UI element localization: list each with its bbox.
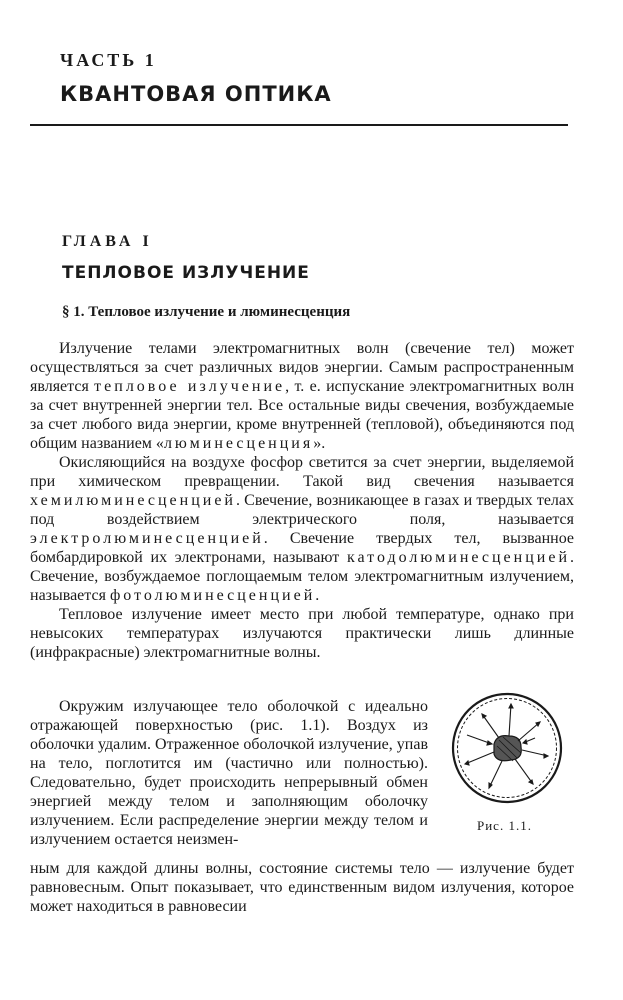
- term-luminescence: люминесценция: [163, 435, 314, 452]
- p2-text-b: . Свечение, возникающее в газах и твердых телах под воздействием электрического поля, называется: [30, 492, 574, 528]
- term-photoluminescence: фотолюминесценцией: [109, 587, 316, 604]
- figure-1-1: [447, 680, 565, 816]
- part-title: КВАНТОВАЯ ОПТИКА: [60, 82, 332, 106]
- paragraph-4: Окружим излучающее тело оболочкой с идеально отражающей поверхностью (рис. 1.1). Воздух из оболочки удалим. Отраженное оболочкой излучение, упав на тело, поглотится им (частично или полностью). Следовательно, будет происходить непрерывный обмен энергией между телом и заполняющим оболочку излучением. Если распределение энергии между телом и излучением остается неизмен-: [30, 698, 428, 848]
- radiating-body: [494, 736, 521, 761]
- wrapped-text-block: [30, 697, 428, 849]
- part-label: ЧАСТЬ 1: [60, 50, 157, 70]
- term-thermal-radiation: тепловое излучение: [94, 378, 286, 395]
- tail-text-block: [30, 859, 574, 916]
- term-electroluminescence: электролюминесценцией: [30, 530, 264, 547]
- paragraph-1: [30, 339, 574, 453]
- term-chemiluminescence: хемилюминесценцией: [30, 492, 236, 509]
- p2-text-e: .: [315, 587, 320, 604]
- section-title: § 1. Тепловое излучение и люминесценция: [62, 304, 351, 320]
- paragraph-3: Тепловое излучение имеет место при любой температуре, однако при невысоких температурах излучаются практически лишь длинные (инфракрасные) электромагнитные волны.: [30, 606, 574, 661]
- term-cathodoluminescence: катодолюминесценцией: [346, 549, 570, 566]
- p2-text-d: . Свечение, возбуждаемое поглощаемым телом электромагнитным излучением, называется: [30, 549, 574, 604]
- figure-caption: Рис. 1.1.: [477, 818, 532, 833]
- p2-text-a: Окисляющийся на воздухе фосфор светится за счет энергии, выделяемой при химическом превращении. Такой вид свечения называется: [30, 454, 574, 490]
- paragraph-4-continued: ным для каждой длины волны, состояние системы тело — излучение будет равновесным. Опыт показывает, что единственным видом излучения, которое может находиться в равновесии: [30, 860, 574, 915]
- paragraph-2: [30, 453, 574, 605]
- chapter-label: ГЛАВА I: [62, 233, 153, 250]
- p1-text-a: Излучение телами электромагнитных волн (свечение тел) может осуществляться за счет различных видов энергии. Самым распространенным является: [30, 340, 574, 395]
- p1-text-c: ».: [313, 435, 326, 452]
- header-rule: [30, 124, 568, 126]
- main-text-block: [30, 339, 574, 662]
- p1-text-b: , т. е. испускание электромагнитных волн за счет внутренней энергии тел. Все остальные виды свечения, возбуждаемые за счет любого вида энергии, кроме внутренней (тепловой), объединяются под общим названием «: [30, 378, 575, 452]
- p2-text-c: . Свечение твердых тел, вызванное бомбардировкой их электронами, называют: [30, 530, 574, 566]
- chapter-title: ТЕПЛОВОЕ ИЗЛУЧЕНИЕ: [62, 263, 310, 283]
